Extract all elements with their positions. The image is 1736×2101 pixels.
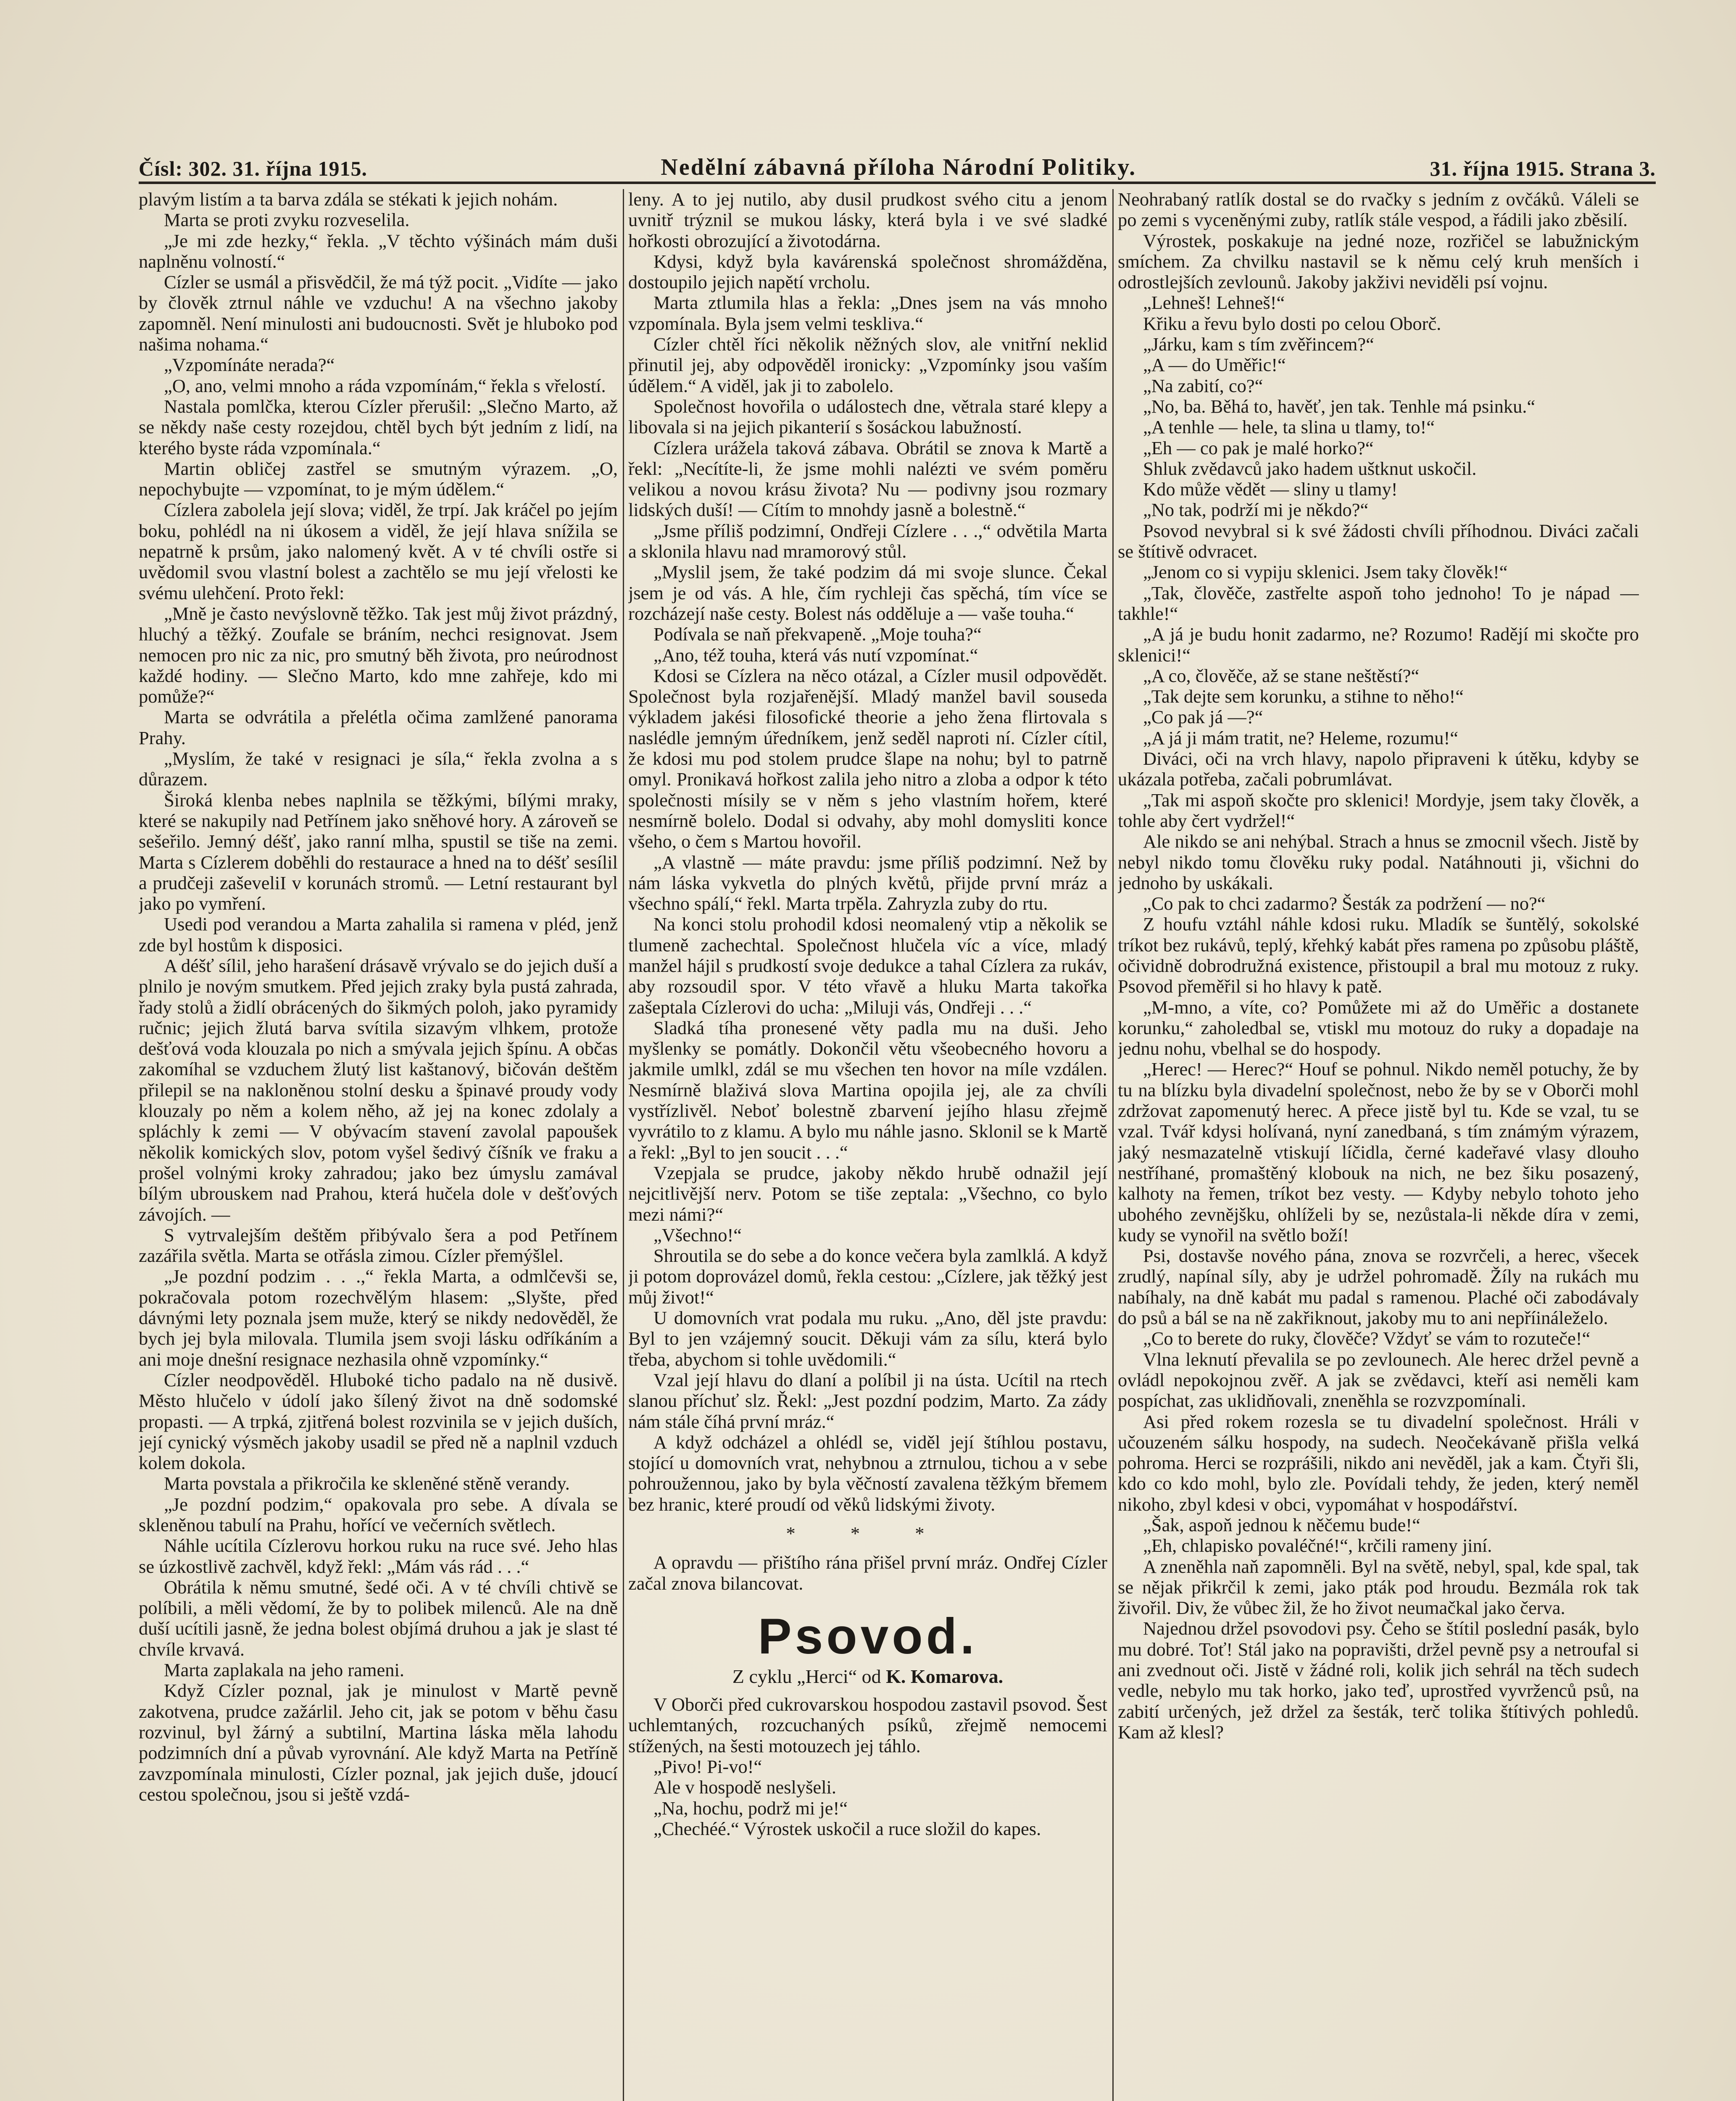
paragraph: „Co pak já —?“ [1143, 706, 1263, 728]
paragraph: Najednou držel psovodovi psy. Čeho se štítil poslední pasák, bylo mu dobré. Toť! Stál jako na popravišti, držel pevně psy a netroufal si ani zvednout oči. Jistě v žádné roli, kolik jich sehrál na těch sudech vedle, nebylo mu tak horko, jako teď, uprostřed vyvrženců psů, na zabití určených, jež držel za šesták, terč tolika štítivých pohledů. Kam až klesl? [1118, 1618, 1639, 1743]
paragraph: Kdo může vědět — sliny u tlamy! [1143, 479, 1398, 500]
paragraph: „Eh — co pak je malé horko?“ [1143, 437, 1374, 458]
story-heading [628, 1609, 1107, 1687]
paragraph: „Jsme příliš podzimní, Ondřeji Cízlere . . .,“ odvětila Marta a sklonila hlavu nad mramorový stůl. [628, 520, 1107, 562]
paragraph: „Je pozdní podzim . . .,“ řekla Marta, a odmlčevši se, pokračovala potom rozechvělým hlasem: „Slyšte, před dávnými lety poznala jsem muže, který se nikdy nedověděl, že bych jej byla milovala. Tlumila jsem svoji lásku odříkáním a ani moje dnešní resignace nezhasila ohně vzpomínky.“ [139, 1266, 618, 1370]
column-1 [139, 189, 618, 2101]
paragraph: Podívala se naň překvapeně. „Moje touha?“ [653, 624, 982, 645]
paragraph: Cízlera zabolela její slova; viděl, že trpí. Jak kráčel po jejím boku, pohlédl na ni úkosem a viděl, že její hlava snížila se nepatrně k prsům, jako nalomený květ. A v té chvíli ostře si uvědomil svou vlastní bolest a zachtělo se mu její vřelosti ke svému ulehčení. Proto řekl: [139, 499, 618, 603]
paragraph: „Šak, aspoň jednou k něčemu bude!“ [1143, 1514, 1420, 1535]
paragraph: Výrostek, poskakuje na jedné noze, rozřičel se labužnickým smíchem. Za chvilku nastavil se k němu celý kruh menších i odrostlejších zevlounů. Jakoby jakživi neviděli psí vojnu. [1118, 230, 1639, 293]
paragraph: Vzal její hlavu do dlaní a políbil ji na ústa. Ucítil na rtech slanou příchuť slz. Řekl: „Jest pozdní podzim, Marto. Za zády nám stále číhá první mráz.“ [628, 1369, 1107, 1432]
paragraph: „A — do Uměřic!“ [1143, 354, 1286, 376]
paragraph: Cízler chtěl říci několik něžných slov, ale vnitřní neklid přinutil jej, aby odpověděl ironicky: „Vzpomínky jsou vaším údělem.“ A viděl, jak ji to zabolelo. [628, 334, 1107, 396]
paragraph: „A já ji mám tratit, ne? Heleme, rozumu!“ [1143, 727, 1459, 748]
paragraph: „A já je budu honit zadarmo, ne? Rozumo! Radějí mi skočte pro sklenici!“ [1118, 624, 1639, 666]
paragraph: V Oborči před cukrovarskou hospodou zastavil psovod. Šest uchlemtaných, rozcuchaných psíků, zřejmě nemocemi stížených, na šesti motouzech jej táhlo. [628, 1694, 1107, 1756]
paragraph: Obrátila k němu smutné, šedé oči. A v té chvíli chtivě se políbili, a měli vědomí, že by to polibek milenců. Ale na dně duší ucítili jasně, že jedna bolest objímá druhou a jak je slast té chvíle krvavá. [139, 1576, 618, 1660]
paragraph: A opravdu — přištího rána přišel první mráz. Ondřej Cízler začal znova bilancovat. [628, 1552, 1107, 1594]
byline-author: K. Komarova. [886, 1665, 1004, 1687]
paragraph: „Co to berete do ruky, člověče? Vždyť se vám to rozuteče!“ [1143, 1328, 1591, 1349]
paragraph: „Je pozdní podzim,“ opakovala pro sebe. A dívala se skleněnou tabulí na Prahu, hořící ve večerních světlech. [139, 1493, 618, 1535]
paragraph: „Herec! — Herec?“ Houf se pohnul. Nikdo neměl potuchy, že by tu na blízku byla divadelní společnost, nebo že by se v Oborči mohl zdržovat zapomenutý herec. A přece jistě byl tu. Kde se vzal, tu se vzal. Tvář kdysi holívaná, nyní zanedbaná, s tím známým výrazem, jaký nesmazatelně vtiskují líčidla, černé kadeřavé vlasy dlouho nestříhané, promaštěný klobouk na nich, ne bez šiku posazený, kalhoty na řemen, tríkot bez vesty. — Kdyby nebylo tohoto jeho ubohého zevnějšku, ohlíželi by se, nezůstala-li někde díra v zemi, kudy se vynořil na světlo boží! [1118, 1058, 1639, 1245]
paragraph: Cízlera urážela taková zábava. Obrátil se znova k Martě a řekl: „Necítíte-li, že jsme mohli nalézti ve svém poměru velikou a novou krásu života? Nu — podivny jsou rozmary lidských duší! — Cítím to mnohdy jasně a bolestně.“ [628, 437, 1107, 521]
paragraph: „Tak, člověče, zastřelte aspoň toho jednoho! To je nápad — takhle!“ [1118, 582, 1639, 624]
section-separator: * * * [786, 1523, 950, 1544]
paragraph: „Tak dejte sem korunku, a stihne to něho!“ [1143, 686, 1464, 707]
paragraph: „Myslil jsem, že také podzim dá mi svoje slunce. Čekal jsem je od vás. A hle, čím rychleji čas spěchá, tím více se rozcházejí naše cesty. Bolest nás odděluje a — vaše touha.“ [628, 561, 1107, 624]
paragraph: Cízler neodpověděl. Hluboké ticho padalo na ně dusivě. Město hlučelo v údolí jako šílený život na dně sodomské propasti. — A trpká, zjitřená bolest rozvinila se v jejich duších, její cynický výsměch jakoby usadil se před ně a naplnil vzduch kolem dokola. [139, 1369, 618, 1474]
byline-prefix: Z cyklu „Herci“ od [732, 1665, 881, 1687]
paragraph: „Na, hochu, podrž mi je!“ [653, 1797, 848, 1819]
header-rule [139, 182, 1656, 184]
paragraph: Vzepjala se prudce, jakoby někdo hrubě odnažil její nejcitlivější nerv. Potom se tiše zeptala: „Všechno, co bylo mezi námi?“ [628, 1162, 1107, 1225]
paragraph: S vytrvalejším deštěm přibývalo šera a pod Petřínem zazářila světla. Marta se otřásla zimou. Cízler přemýšlel. [139, 1224, 618, 1266]
paragraph: Společnost hovořila o událostech dne, větrala staré klepy a libovala si na jejich pikanterií s šosáckou labužností. [628, 395, 1107, 438]
paragraph: U domovních vrat podala mu ruku. „Ano, děl jste pravdu: Byl to jen vzájemný soucit. Děkuji vám za sílu, která bylo třeba, abychom si tohle uvědomili.“ [628, 1307, 1107, 1370]
paragraph: Když Cízler poznal, jak je minulost v Martě pevně zakotvena, prudce zažárlil. Jeho cit, jak se potom v běhu času rozvinul, byl žárný a subtilní, Martina láska měla lahodu podzimních dní a půvab vyrovnání. Ale když Marta na Petříně zavzpomínala minulosti, Cízler poznal, jak jejich duše, jdoucí cestou společnou, jsou si ještě vzdá- [139, 1680, 618, 1805]
column-divider-1 [623, 189, 624, 2101]
paragraph: Vlna leknutí převalila se po zevlounech. Ale herec držel pevně a ovládl nepokojnou zvěř. A jak se zvědavci, kteří asi neměli kam pospíchat, zas uklidňovali, zneněhla se rozvzpomínali. [1118, 1348, 1639, 1411]
paragraph: „O, ano, velmi mnoho a ráda vzpomínám,“ řekla s vřelostí. [164, 375, 606, 396]
paragraph: „Na zabití, co?“ [1143, 375, 1263, 396]
paragraph: „Vzpomínáte nerada?“ [164, 354, 335, 376]
paragraph: plavým listím a ta barva zdála se stékati k jejich nohám. [139, 189, 558, 210]
paragraph: „Chechéé.“ Výrostek uskočil a ruce složil do kapes. [653, 1818, 1041, 1839]
header-date-page: 31. října 1915. Strana 3. [1430, 157, 1656, 180]
paragraph: „Lehneš! Lehneš!“ [1143, 292, 1285, 313]
header-paper-title: Nedělní zábavná příloha Národní Politiky. [661, 154, 1137, 180]
paragraph: Křiku a řevu bylo dosti po celou Oborč. [1143, 313, 1441, 334]
paragraph: Diváci, oči na vrch hlavy, napolo připraveni k útěku, kdyby se ukázala potřeba, začali pobrumlávat. [1118, 748, 1639, 790]
column-3 [1118, 189, 1639, 2101]
paragraph: „M-mno, a víte, co? Pomůžete mi až do Uměřic a dostanete korunku,“ zaholedbal se, vtiskl mu motouz do ruky a dopadaje na jednu nohu, vbelhal se do hospody. [1118, 996, 1639, 1059]
paragraph: Náhle ucítila Cízlerovu horkou ruku na ruce své. Jeho hlas se úzkostlivě zachvěl, když řekl: „Mám vás rád . . .“ [139, 1535, 618, 1577]
paragraph: „No, ba. Běhá to, havěť, jen tak. Tenhle má psinku.“ [1143, 395, 1536, 417]
paragraph: „A tenhle — hele, ta slina u tlamy, to!“ [1143, 416, 1435, 438]
paragraph: Martin obličej zastřel se smutným výrazem. „O, nepochybujte — vzpomínat, to je mým údělem.“ [139, 458, 618, 500]
paragraph: Ale nikdo se ani nehýbal. Strach a hnus se zmocnil všech. Jistě by nebyl nikdo tomu člověku ruky podal. Natáhnouti ji, všichni do jednoho by uskákali. [1118, 831, 1639, 893]
paragraph: Marta se odvrátila a přelétla očima zamlžené panorama Prahy. [139, 706, 618, 748]
paragraph: Shroutila se do sebe a do konce večera byla zamlklá. A když ji potom doprovázel domů, řekla cestou: „Cízlere, jak těžký jest můj život!“ [628, 1245, 1107, 1308]
paragraph: Neohrabaný ratlík dostal se do rvačky s jedním z ovčáků. Váleli se po zemi s vyceněnými zuby, ratlík stále vespod, a řádili jako zběsilí. [1118, 189, 1639, 231]
paragraph: „No tak, podrží mi je někdo?“ [1143, 499, 1369, 521]
paragraph: Široká klenba nebes naplnila se těžkými, bílými mraky, které se nakupily nad Petřínem jako sněhové hory. A zároveň se sešeřilo. Jemný déšť, jako ranní mlha, spustil se tiše na zemi. Marta s Cízlerem doběhli do restaurace a hned na to déšť sesílil a prudčeji zaševeliI v korunách stromů. — Letní restaurant byl jako po vymření. [139, 789, 618, 914]
paragraph: „A vlastně — máte pravdu: jsme příliš podzimní. Než by nám láska vykvetla do plných květů, přijde první mráz a všechno spálí,“ řekl. Marta trpěla. Zahryzla zuby do rtu. [628, 851, 1107, 914]
paragraph: A když odcházel a ohlédl se, viděl její štíhlou postavu, stojící u domovních vrat, nehybnou a ztrnulou, tichou a v sebe pohroužennou, jako by byla věčností zavalena těžkým břemem bez hranic, které proudí od věků lidskými životy. [628, 1431, 1107, 1515]
paragraph: Marta povstala a přikročila ke skleněné stěně verandy. [164, 1473, 570, 1494]
header-issue-left: Čísl: 302. 31. října 1915. [139, 157, 368, 180]
paragraph: Kdysi, když byla kavárenská společnost shromážděna, dostoupilo jejich napětí vrcholu. [628, 250, 1107, 293]
paragraph: „A co, člověče, až se stane neštěstí?“ [1143, 665, 1420, 686]
paragraph: Marta zaplakala na jeho rameni. [164, 1659, 405, 1681]
paragraph: „Jenom co si vypiju sklenici. Jsem taky člověk!“ [1143, 561, 1508, 583]
paragraph: A zneněhla naň zapomněli. Byl na světě, nebyl, spal, kde spal, tak se nějak přikrčil k zemi, jako pták pod hroudu. Bezmála rok tak živořil. Div, že vůbec žil, že ho život neumačkal jako červa. [1118, 1556, 1639, 1619]
page-header [139, 143, 1656, 181]
paragraph: Kdosi se Cízlera na něco otázal, a Cízler musil odpovědět. Společnost byla rozjařenější. Mladý manžel bavil souseda výkladem jakési filosofické theorie a jeho žena flirtovala s naslédle jemným úředníkem, jenž seděl naproti ní. Cízler cítil, že kdosi mu pod stolem prudce šlape na nohu; byl to patrně omyl. Pronikavá hořkost zalila jeho nitro a zloba a odpor k této společnosti mísily se v něm s jeho vlastním hořem, které nesmírně bolelo. Dodal si odvahy, aby mohl domysliti konce všeho, o čem s Martou hovořil. [628, 665, 1107, 852]
paragraph: „Mně je často nevýslovně těžko. Tak jest můj život prázdný, hluchý a těžký. Zoufale se bráním, nechci resignovat. Jsem nemocen pro nic za nic, pro smutný běh života, pro neúrodnost každé hodiny. — Slečno Marto, kdo mne zahřeje, kdo mi pomůže?“ [139, 603, 618, 707]
story-byline [628, 1666, 1107, 1687]
paragraph: Nastala pomlčka, kterou Cízler přerušil: „Slečno Marto, až se někdy naše cesty rozejdou, chtěl bych být jedním z lidí, na kterého byste ráda vzpomínala.“ [139, 395, 618, 458]
paragraph: A déšť sílil, jeho harašení drásavě vrývalo se do jejich duší a plnilo je novým smutkem. Před jejich zraky byla pustá zahrada, řady stolů a židlí obrácených do šikmých poloh, jako pyramidy ručnic; jejich žlutá barva svítila sizavým vlhkem, protože dešťová voda klouzala po nich a smývala jejich špínu. A občas zakomíhal se vzduchem žlutý list kaštanový, bičován deštěm přilepil se na nakloněnou stolní desku a špinavé proudy vody klouzaly po něm a kolem něho, až jej na konec zdolaly a spláchly k zemi — V obývacím stavení zavolal papoušek několik komických slov, potom vyšel šedivý číšník ve fraku a prošel volnými kroky zahradou; jako bez úmyslu zamával bílým ubrouskem nad Prahou, která hučela dole v dešťových závojích. — [139, 955, 618, 1225]
paragraph: Usedi pod verandou a Marta zahalila si ramena v pléd, jenž zde byl hostům k disposici. [139, 914, 618, 956]
paragraph: „Tak mi aspoň skočte pro sklenici! Mordyje, jsem taky člověk, a tohle aby čert vydržel!“ [1118, 789, 1639, 831]
paragraph: Psovod nevybral si k své žádosti chvíli příhodnou. Diváci začali se štítivě odvracet. [1118, 520, 1639, 562]
paragraph: Asi před rokem rozesla se tu divadelní společnost. Hráli v učouzeném sálku hospody, na sudech. Neočekávaně přišla velká pohroma. Herci se rozprášili, nikdo ani nevěděl, jak a kam. Čtyři šli, kdo co kdo mohl, bylo zle. Povídali tehdy, že jeden, který neměl nikoho, zbyl kdesi v obci, vypomáhat v hospodářství. [1118, 1411, 1639, 1515]
paragraph: Z houfu vztáhl náhle kdosi ruku. Mladík se šuntělý, sokolské tríkot bez rukávů, teplý, křehký kabát přes ramena po způsobu pláště, očividně dobrodružná existence, přistoupil a bral mu motouz z ruky. Psovod přeměřil si ho hlavy k patě. [1118, 914, 1639, 997]
paragraph: „Eh, chlapisko povaléčné!“, krčili rameny jiní. [1143, 1535, 1492, 1556]
paragraph: leny. A to jej nutilo, aby dusil prudkost svého citu a jenom uvnitř trýznil se mukou lásky, která byla i ve své sladké hořkosti obrozující a životodárna. [628, 189, 1107, 251]
paragraph: „Járku, kam s tím zvěřincem?“ [1143, 334, 1374, 355]
paragraph: Sladká tíha pronesené věty padla mu na duši. Jeho myšlenky se pomátly. Dokončil větu všeobecného hovoru a jakmile umlkl, zdál se mu všechen ten hovor na míle vzdálen. Nesmírně blaživá slova Martina opojila jej, ale za chvíli vystřízlivěl. Neboť bolestně zbarvení jejího hlasu zřejmě vyvrátilo to z klamu. A bylo mu náhle jasno. Sklonil se k Martě a řekl: „Byl to jen soucit . . .“ [628, 1017, 1107, 1163]
story-title: Psovod. [758, 1608, 978, 1664]
paragraph: Shluk zvědavců jako hadem uštknut uskočil. [1143, 458, 1477, 479]
column-divider-2 [1112, 189, 1114, 2101]
paragraph: „Co pak to chci zadarmo? Šesták za podržení — no?“ [1143, 893, 1546, 914]
column-2 [628, 189, 1107, 2101]
paragraph: Psi, dostavše nového pána, znova se rozvrčeli, a herec, všecek zrudlý, napínal síly, aby je udržel pohromadě. Žíly na rukách mu nabíhaly, na dně kabát mu padal s ramenou. Plaché oči zabodávaly do psů a bál se na ně zakřiknout, jakoby mu to ani nepříináleželo. [1118, 1245, 1639, 1329]
paragraph: „Myslím, že také v resignaci je síla,“ řekla zvolna a s důrazem. [139, 748, 618, 790]
paragraph: Cízler se usmál a přisvědčil, že má týž pocit. „Vidíte — jako by člověk ztrnul náhle ve vzduchu! A na všechno jakoby zapomněl. Není minulosti ani budoucnosti. Svět je hluboko pod našima nohama.“ [139, 271, 618, 355]
paragraph: „Je mi zde hezky,“ řekla. „V těchto výšinách mám duši naplněnu volností.“ [139, 230, 618, 272]
paragraph: Marta se proti zvyku rozveselila. [164, 209, 410, 231]
paragraph: „Ano, též touha, která vás nutí vzpomínat.“ [653, 644, 978, 666]
paragraph: Ale v hospodě neslyšeli. [653, 1777, 837, 1798]
paragraph: „Pivo! Pi-vo!“ [653, 1756, 762, 1777]
paragraph: Na konci stolu prohodil kdosi neomalený vtip a několik se tlumeně zachechtal. Společnost hlučela víc a více, mladý manžel hájil s prudkostí svoje dedukce a tahal Cízlera za rukáv, aby rozsoudil spor. V této vřavě a hluku Marta takořka zašeptala Cízlerovi do ucha: „Miluji vás, Ondřeji . . .“ [628, 914, 1107, 1018]
paragraph: „Všechno!“ [653, 1224, 742, 1245]
paragraph: Marta ztlumila hlas a řekla: „Dnes jsem na vás mnoho vzpomínala. Byla jsem velmi teskliva.“ [628, 292, 1107, 334]
